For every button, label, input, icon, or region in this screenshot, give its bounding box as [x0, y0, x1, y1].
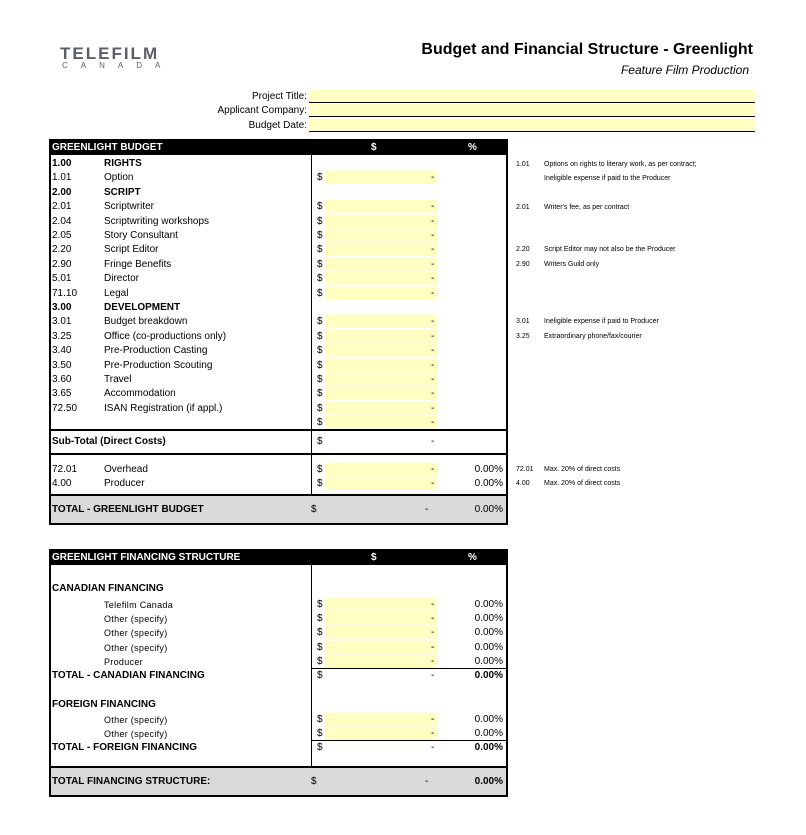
canadian-total-percent: 0.00% [474, 670, 503, 681]
budget-row [51, 272, 506, 286]
section-row [51, 301, 506, 315]
note-text: Writers Guild only [544, 261, 600, 268]
currency-symbol: $ [317, 464, 323, 475]
amount-value: - [431, 641, 435, 653]
canadian-total-row [51, 669, 506, 683]
percent-value: 0.00% [474, 655, 503, 667]
amount-value: - [431, 613, 435, 625]
currency-symbol: $ [317, 230, 323, 241]
amount-value: - [431, 388, 435, 400]
budget-header [51, 141, 506, 155]
line-code: 72.01 [52, 464, 78, 475]
note-text: Options on rights to literary work, as per contract; [544, 161, 697, 168]
amount-input[interactable] [325, 330, 438, 343]
currency-symbol: $ [317, 273, 323, 285]
percent-value: 0.00% [474, 728, 503, 740]
amount-input[interactable] [325, 641, 438, 654]
budget-row [51, 229, 506, 243]
line-name: DEVELOPMENT [104, 302, 181, 313]
budget-row [51, 287, 506, 301]
page-title: Budget and Financial Structure - Greenlight [421, 41, 753, 58]
page-subtitle: Feature Film Production [620, 63, 749, 77]
budget-row [51, 200, 506, 214]
currency-symbol: $ [317, 345, 323, 357]
financing-header [51, 551, 506, 565]
percent-value: 0.00% [474, 714, 503, 725]
currency-symbol: $ [317, 244, 323, 256]
budget-row [51, 344, 506, 358]
financing-row [51, 598, 506, 612]
percent-value: 0.00% [474, 613, 503, 625]
line-name: Scriptwriting workshops [104, 215, 210, 227]
budget-total-amount: - [425, 504, 429, 515]
amount-value: - [431, 230, 435, 241]
subtotal-row [51, 429, 506, 455]
foreign-total-label: TOTAL - FOREIGN FINANCING [52, 742, 197, 753]
amount-input[interactable] [325, 229, 438, 242]
note-text: Ineligible expense if paid to the Producer [544, 175, 671, 182]
currency-symbol: $ [317, 417, 323, 429]
note-text: Extraordinary phone/fax/courier [544, 333, 642, 340]
project-title-label: Project Title: [251, 91, 307, 102]
amount-value: - [431, 359, 435, 371]
financing-row [51, 655, 506, 669]
note-code: 2.01 [516, 204, 530, 211]
note-text: Ineligible expense if paid to Producer [544, 318, 659, 325]
financing-row [51, 626, 506, 640]
line-code: 1.01 [52, 172, 72, 184]
currency-symbol: $ [317, 316, 323, 328]
applicant-company-label: Applicant Company: [217, 105, 307, 116]
line-name: Scriptwriter [104, 201, 155, 213]
amount-input[interactable] [325, 713, 438, 726]
amount-input[interactable] [325, 402, 438, 415]
currency-symbol: $ [317, 258, 323, 270]
foreign-total-row [51, 741, 506, 755]
amount-value: - [431, 172, 435, 184]
note-text: Writer's fee, as per contract [544, 204, 630, 211]
currency-symbol: $ [317, 402, 323, 414]
foreign-total-percent: 0.00% [474, 742, 503, 753]
amount-value: - [431, 655, 435, 667]
telefilm-logo: TELEFILM [60, 44, 160, 63]
currency-symbol: $ [317, 714, 323, 725]
line-code: 72.50 [52, 402, 78, 414]
subtotal-currency: $ [317, 436, 323, 447]
project-title-field[interactable] [309, 90, 755, 103]
line-code: 2.04 [52, 215, 72, 227]
line-name: Overhead [104, 464, 148, 475]
percent-value: 0.00% [474, 627, 503, 639]
line-code: 4.00 [52, 478, 72, 490]
amount-input[interactable] [325, 387, 438, 400]
currency-symbol: $ [317, 478, 323, 490]
note-code: 1.01 [516, 161, 530, 168]
note-code: 4.00 [516, 480, 530, 487]
financing-source: Other (specify) [104, 642, 168, 653]
line-code: 2.20 [52, 244, 72, 256]
budget-total-label: TOTAL - GREENLIGHT BUDGET [52, 504, 204, 515]
percent-value: 0.00% [474, 641, 503, 653]
financing-source: Telefilm Canada [104, 600, 174, 610]
budget-row [51, 215, 506, 229]
amount-input[interactable] [325, 612, 438, 625]
line-name: ISAN Registration (if appl.) [104, 402, 223, 414]
dollar-column-header: $ [371, 142, 377, 153]
financing-total-label: TOTAL FINANCING STRUCTURE: [52, 776, 211, 787]
section-row [51, 157, 506, 171]
percent-value: 0.00% [474, 464, 503, 475]
line-code: 2.05 [52, 230, 72, 241]
line-name: Office (co-productions only) [104, 330, 227, 342]
budget-row [51, 243, 506, 257]
note-code: 3.01 [516, 318, 530, 325]
currency-symbol: $ [317, 201, 323, 213]
budget-row [51, 359, 506, 373]
foreign-financing-title: FOREIGN FINANCING [52, 699, 156, 710]
percent-value: 0.00% [474, 478, 503, 490]
currency-symbol: $ [317, 388, 323, 400]
amount-value: - [431, 402, 435, 414]
note-text: Max. 20% of direct costs [544, 466, 621, 473]
line-code: 3.01 [52, 316, 72, 328]
line-name: Pre-Production Scouting [104, 359, 213, 371]
financing-heading: GREENLIGHT FINANCING STRUCTURE [52, 552, 241, 563]
line-name: Accommodation [104, 388, 176, 400]
financing-total-row [51, 766, 506, 795]
line-name: SCRIPT [104, 186, 141, 198]
financing-total-percent: 0.00% [474, 776, 503, 787]
budget-total-currency: $ [311, 504, 317, 515]
budget-date-label: Budget Date: [248, 120, 307, 131]
canadian-total-currency: $ [317, 670, 323, 681]
currency-symbol: $ [317, 655, 323, 667]
line-code: 3.50 [52, 359, 72, 371]
amount-input[interactable] [325, 598, 438, 611]
budget-row [51, 330, 506, 344]
currency-symbol: $ [317, 728, 323, 740]
section-row [51, 186, 506, 200]
line-code: 3.25 [52, 330, 72, 342]
amount-input[interactable] [325, 287, 438, 300]
line-code: 5.01 [52, 273, 72, 285]
currency-symbol: $ [317, 627, 323, 639]
amount-input[interactable] [325, 171, 438, 184]
amount-input[interactable] [325, 626, 438, 639]
financing-source: Other (specify) [104, 715, 168, 725]
note-code: 2.20 [516, 246, 530, 253]
line-name: Pre-Production Casting [104, 345, 208, 357]
currency-symbol: $ [317, 330, 323, 342]
amount-value: - [431, 599, 435, 610]
note-code: 72.01 [516, 466, 534, 473]
line-name: RIGHTS [104, 158, 142, 169]
currency-symbol: $ [317, 359, 323, 371]
currency-symbol: $ [317, 287, 323, 299]
budget-total-percent: 0.00% [474, 504, 503, 515]
amount-value: - [431, 287, 435, 299]
budget-row [51, 171, 506, 185]
subtotal-amount: - [431, 436, 435, 447]
note-text: Max. 20% of direct costs [544, 480, 621, 487]
budget-row [51, 463, 506, 477]
financing-dollar-header: $ [371, 552, 377, 563]
currency-symbol: $ [317, 599, 323, 610]
percent-value: 0.00% [474, 599, 503, 610]
note-code: 2.90 [516, 261, 530, 268]
amount-value: - [431, 374, 435, 385]
line-name: Fringe Benefits [104, 258, 172, 270]
amount-input[interactable] [325, 215, 438, 228]
line-code: 71.10 [52, 287, 78, 299]
amount-value: - [431, 330, 435, 342]
line-name: Travel [104, 374, 132, 385]
amount-value: - [431, 627, 435, 639]
foreign-total-currency: $ [317, 742, 323, 753]
line-name: Option [104, 172, 134, 184]
amount-value: - [431, 728, 435, 740]
budget-row [51, 477, 506, 491]
line-code: 2.90 [52, 258, 72, 270]
canadian-total-label: TOTAL - CANADIAN FINANCING [52, 670, 205, 681]
budget-row [51, 387, 506, 401]
financing-source: Other (specify) [104, 729, 168, 740]
amount-value: - [431, 316, 435, 328]
amount-input[interactable] [325, 359, 438, 372]
amount-input[interactable] [325, 373, 438, 386]
note-code: 3.25 [516, 333, 530, 340]
line-code: 3.00 [52, 302, 72, 313]
subtotal-label: Sub-Total (Direct Costs) [52, 436, 166, 447]
amount-input[interactable] [325, 727, 438, 740]
currency-symbol: $ [317, 374, 323, 385]
amount-value: - [431, 258, 435, 270]
financing-source: Producer [104, 656, 143, 667]
budget-total-row [51, 494, 506, 523]
amount-value: - [431, 345, 435, 357]
amount-input[interactable] [325, 463, 438, 476]
line-code: 3.60 [52, 374, 72, 385]
financing-percent-header: % [468, 552, 477, 563]
amount-input[interactable] [325, 344, 438, 357]
line-code: 3.40 [52, 345, 72, 357]
currency-symbol: $ [317, 641, 323, 653]
financing-row [51, 727, 506, 741]
amount-input[interactable] [325, 477, 438, 490]
amount-input[interactable] [325, 315, 438, 328]
amount-input[interactable] [325, 272, 438, 285]
budget-row [51, 373, 506, 387]
amount-value: - [431, 478, 435, 490]
note-text: Script Editor may not also be the Producer [544, 246, 676, 253]
amount-value: - [431, 714, 435, 725]
financing-row [51, 641, 506, 655]
applicant-company-field[interactable] [309, 104, 755, 117]
line-code: 2.01 [52, 201, 72, 213]
amount-input[interactable] [325, 416, 438, 429]
line-name: Script Editor [104, 244, 159, 256]
percent-column-header: % [468, 142, 477, 153]
budget-row [51, 315, 506, 329]
currency-symbol: $ [317, 215, 323, 227]
greenlight-budget-table [49, 139, 508, 525]
amount-value: - [431, 273, 435, 285]
foreign-total-amount: - [431, 742, 435, 753]
line-name: Story Consultant [104, 230, 178, 241]
currency-symbol: $ [317, 613, 323, 625]
amount-input[interactable] [325, 655, 438, 668]
financing-total-currency: $ [311, 776, 317, 787]
financing-structure-table [49, 549, 508, 797]
budget-row [51, 258, 506, 272]
budget-row [51, 402, 506, 416]
line-code: 1.00 [52, 158, 72, 169]
line-code: 2.00 [52, 186, 72, 198]
amount-value: - [431, 244, 435, 256]
amount-value: - [431, 201, 435, 213]
financing-row [51, 612, 506, 626]
amount-input[interactable] [325, 243, 438, 256]
line-name: Producer [104, 478, 145, 490]
currency-symbol: $ [317, 172, 323, 184]
canadian-total-amount: - [431, 670, 435, 681]
financing-total-amount: - [425, 776, 429, 787]
telefilm-logo-sub: CANADA [62, 61, 174, 70]
budget-heading: GREENLIGHT BUDGET [52, 142, 163, 153]
amount-value: - [431, 417, 435, 429]
amount-value: - [431, 215, 435, 227]
budget-date-field[interactable] [309, 119, 755, 132]
financing-row [51, 713, 506, 727]
canadian-financing-title: CANADIAN FINANCING [52, 583, 164, 594]
amount-input[interactable] [325, 258, 438, 271]
line-name: Budget breakdown [104, 316, 188, 328]
financing-source: Other (specify) [104, 614, 168, 625]
amount-input[interactable] [325, 200, 438, 213]
amount-value: - [431, 464, 435, 475]
financing-source: Other (specify) [104, 628, 168, 639]
line-name: Legal [104, 287, 129, 299]
line-code: 3.65 [52, 388, 72, 400]
line-name: Director [104, 273, 140, 285]
